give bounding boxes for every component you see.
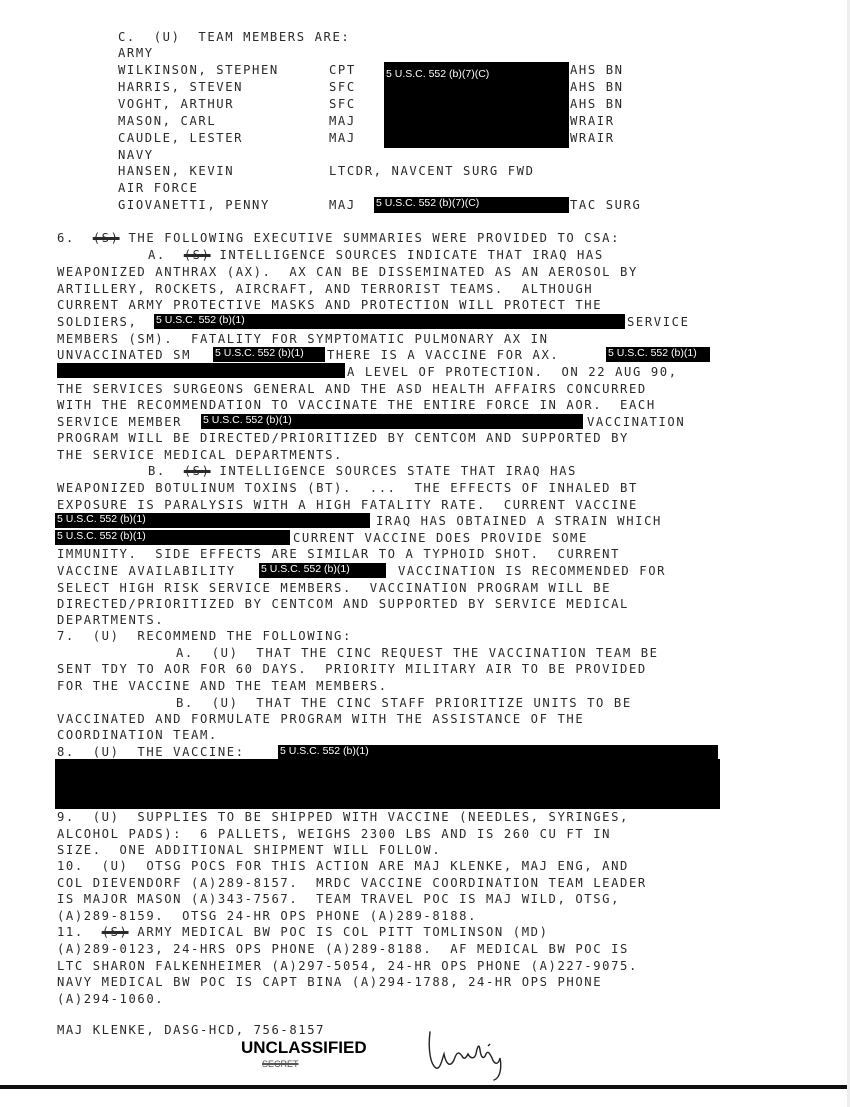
para10-line: COL DIEVENDORF (A)289-8157. MRDC VACCINE COORDINATION TEAM LEADER xyxy=(57,876,647,890)
para10-line: 10. (U) OTSG POCS FOR THIS ACTION ARE MAJ KLENKE, MAJ ENG, AND xyxy=(57,859,629,873)
para6-line: SERVICE MEMBER xyxy=(57,415,183,429)
para9-line: 9. (U) SUPPLIES TO BE SHIPPED WITH VACCINE (NEEDLES, SYRINGES, xyxy=(57,810,629,824)
para10-line: (A)289-8159. OTSG 24-HR OPS PHONE (A)289-8188. xyxy=(57,909,478,923)
para11-line: (A)294-1060. xyxy=(57,992,165,1006)
redaction-block: 5 U.S.C. 552 (b)(1) xyxy=(259,563,386,578)
classification-strike: (S) xyxy=(183,464,211,478)
signature xyxy=(422,1020,512,1082)
para6-line: SELECT HIGH RISK SERVICE MEMBERS. VACCINATION PROGRAM WILL BE xyxy=(57,581,612,595)
member-unit: TAC SURG xyxy=(570,198,642,212)
member-rank: LTCDR, NAVCENT SURG FWD xyxy=(329,164,535,178)
para6-line: VACCINE AVAILABILITY xyxy=(57,564,236,578)
para6-line: UNVACCINATED SM xyxy=(57,348,192,362)
para7-line: VACCINATED AND FORMULATE PROGRAM WITH THE ASSISTANCE OF THE xyxy=(57,712,585,726)
redaction-block: 5 U.S.C. 552 (b)(1) xyxy=(201,414,583,429)
para7-heading: 7. (U) RECOMMEND THE FOLLOWING: xyxy=(57,629,352,643)
para6-line: EXPOSURE IS PARALYSIS WITH A HIGH FATALITY RATE. CURRENT VACCINE xyxy=(57,498,638,512)
classification-strike: (S) xyxy=(101,925,129,939)
member-unit: WRAIR xyxy=(570,114,615,128)
navy-label: NAVY xyxy=(118,148,154,162)
para6-line: DEPARTMENTS. xyxy=(57,613,165,627)
redaction-block xyxy=(57,363,345,378)
redaction-block: 5 U.S.C. 552 (b)(1) xyxy=(55,530,290,545)
classification-strike: (S) xyxy=(92,231,120,245)
para8-heading: 8. (U) THE VACCINE: xyxy=(57,745,245,759)
para6-line: VACCINATION IS RECOMMENDED FOR xyxy=(398,564,667,578)
old-classification-marking: SECRET xyxy=(262,1059,299,1069)
para11-line: NAVY MEDICAL BW POC IS CAPT BINA (A)294-1788, 24-HR OPS PHONE xyxy=(57,975,603,989)
member-name: GIOVANETTI, PENNY xyxy=(118,198,270,212)
para6-line: THE SERVICE MEDICAL DEPARTMENTS. xyxy=(57,448,343,462)
para6-heading: 6. (S) THE FOLLOWING EXECUTIVE SUMMARIES WERE PROVIDED TO CSA: xyxy=(57,231,621,245)
para7-line: COORDINATION TEAM. xyxy=(57,728,218,742)
para6-line: A LEVEL OF PROTECTION. ON 22 AUG 90, xyxy=(347,365,678,379)
para6-line: CURRENT VACCINE DOES PROVIDE SOME xyxy=(293,531,588,545)
member-name: WILKINSON, STEPHEN xyxy=(118,63,279,77)
para10-line: IS MAJOR MASON (A)343-7567. TEAM TRAVEL POC IS MAJ WILD, OTSG, xyxy=(57,892,621,906)
page-bottom-rule xyxy=(0,1085,850,1089)
para9-line: SIZE. ONE ADDITIONAL SHIPMENT WILL FOLLOW. xyxy=(57,843,442,857)
para7-line: B. (U) THAT THE CINC STAFF PRIORITIZE UNITS TO BE xyxy=(176,696,632,710)
para11-heading: 11. (S) ARMY MEDICAL BW POC IS COL PITT TOMLINSON (MD) xyxy=(57,925,549,939)
army-label: ARMY xyxy=(118,46,154,60)
member-name: HARRIS, STEVEN xyxy=(118,80,244,94)
classification-marking: UNCLASSIFIED xyxy=(241,1038,367,1057)
para11-line: (A)289-0123, 24-HRS OPS PHONE (A)289-8188. AF MEDICAL BW POC IS xyxy=(57,942,629,956)
member-name: VOGHT, ARTHUR xyxy=(118,97,235,111)
team-header: C. (U) TEAM MEMBERS ARE: xyxy=(118,30,351,44)
para6-line: WEAPONIZED ANTHRAX (AX). AX CAN BE DISSEMINATED AS AN AEROSOL BY xyxy=(57,265,638,279)
para6a-line: A. (S) INTELLIGENCE SOURCES INDICATE THAT IRAQ HAS xyxy=(148,248,604,262)
member-rank: MAJ xyxy=(329,114,356,128)
member-name: HANSEN, KEVIN xyxy=(118,164,235,178)
redaction-block: 5 U.S.C. 552 (b)(7)(C) xyxy=(374,197,569,213)
para6-line: DIRECTED/PRIORITIZED BY CENTCOM AND SUPPORTED BY SERVICE MEDICAL xyxy=(57,597,629,611)
member-unit: AHS BN xyxy=(570,63,624,77)
para6-line: WITH THE RECOMMENDATION TO VACCINATE THE ENTIRE FORCE IN AOR. EACH xyxy=(57,398,656,412)
para7-line: A. (U) THAT THE CINC REQUEST THE VACCINATION TEAM BE xyxy=(176,646,659,660)
redaction-block xyxy=(55,759,720,809)
para6-line: VACCINATION xyxy=(587,415,686,429)
originator-line: MAJ KLENKE, DASG-HCD, 756-8157 xyxy=(57,1023,326,1037)
member-unit: AHS BN xyxy=(570,97,624,111)
para6-line: PROGRAM WILL BE DIRECTED/PRIORITIZED BY CENTCOM AND SUPPORTED BY xyxy=(57,431,629,445)
para6-line: SOLDIERS, xyxy=(57,315,138,329)
member-rank: SFC xyxy=(329,97,356,111)
redaction-block: 5 U.S.C. 552 (b)(1) xyxy=(55,513,370,528)
para11-line: LTC SHARON FALKENHEIMER (A)297-5054, 24-HR OPS PHONE (A)227-9075. xyxy=(57,959,638,973)
redaction-block: 5 U.S.C. 552 (b)(1) xyxy=(154,314,625,329)
para6-line: IRAQ HAS OBTAINED A STRAIN WHICH xyxy=(376,514,662,528)
member-rank: SFC xyxy=(329,80,356,94)
member-unit: WRAIR xyxy=(570,131,615,145)
para7-line: SENT TDY TO AOR FOR 60 DAYS. PRIORITY MILITARY AIR TO BE PROVIDED xyxy=(57,662,647,676)
para7-line: FOR THE VACCINE AND THE TEAM MEMBERS. xyxy=(57,679,388,693)
para6-line: THERE IS A VACCINE FOR AX. xyxy=(327,348,560,362)
para6b-line: B. (S) INTELLIGENCE SOURCES STATE THAT IRAQ HAS xyxy=(148,464,577,478)
para6-line: CURRENT ARMY PROTECTIVE MASKS AND PROTECTION WILL PROTECT THE xyxy=(57,298,603,312)
af-label: AIR FORCE xyxy=(118,181,199,195)
para6-line: IMMUNITY. SIDE EFFECTS ARE SIMILAR TO A TYPHOID SHOT. CURRENT xyxy=(57,547,621,561)
member-rank: MAJ xyxy=(329,198,356,212)
para6-line: SERVICE xyxy=(627,315,690,329)
member-unit: AHS BN xyxy=(570,80,624,94)
member-name: MASON, CARL xyxy=(118,114,217,128)
member-rank: MAJ xyxy=(329,131,356,145)
para9-line: ALCOHOL PADS): 6 PALLETS, WEIGHS 2300 LBS AND IS 260 CU FT IN xyxy=(57,827,612,841)
redaction-block: 5 U.S.C. 552 (b)(1) xyxy=(278,745,718,759)
member-name: CAUDLE, LESTER xyxy=(118,131,244,145)
para6-line: WEAPONIZED BOTULINUM TOXINS (BT). ... THE EFFECTS OF INHALED BT xyxy=(57,481,638,495)
redaction-block: 5 U.S.C. 552 (b)(1) xyxy=(606,347,710,362)
classification-strike: (S) xyxy=(183,248,211,262)
para6-line: THE SERVICES SURGEONS GENERAL AND THE ASD HEALTH AFFAIRS CONCURRED xyxy=(57,382,647,396)
member-rank: CPT xyxy=(329,63,356,77)
redaction-block: 5 U.S.C. 552 (b)(1) xyxy=(213,347,325,362)
para6-line: ARTILLERY, ROCKETS, AIRCRAFT, AND TERRORIST TEAMS. ALTHOUGH xyxy=(57,282,594,296)
redaction-block: 5 U.S.C. 552 (b)(7)(C) xyxy=(384,62,569,148)
para6-line: MEMBERS (SM). FATALITY FOR SYMPTOMATIC PULMONARY AX IN xyxy=(57,332,549,346)
